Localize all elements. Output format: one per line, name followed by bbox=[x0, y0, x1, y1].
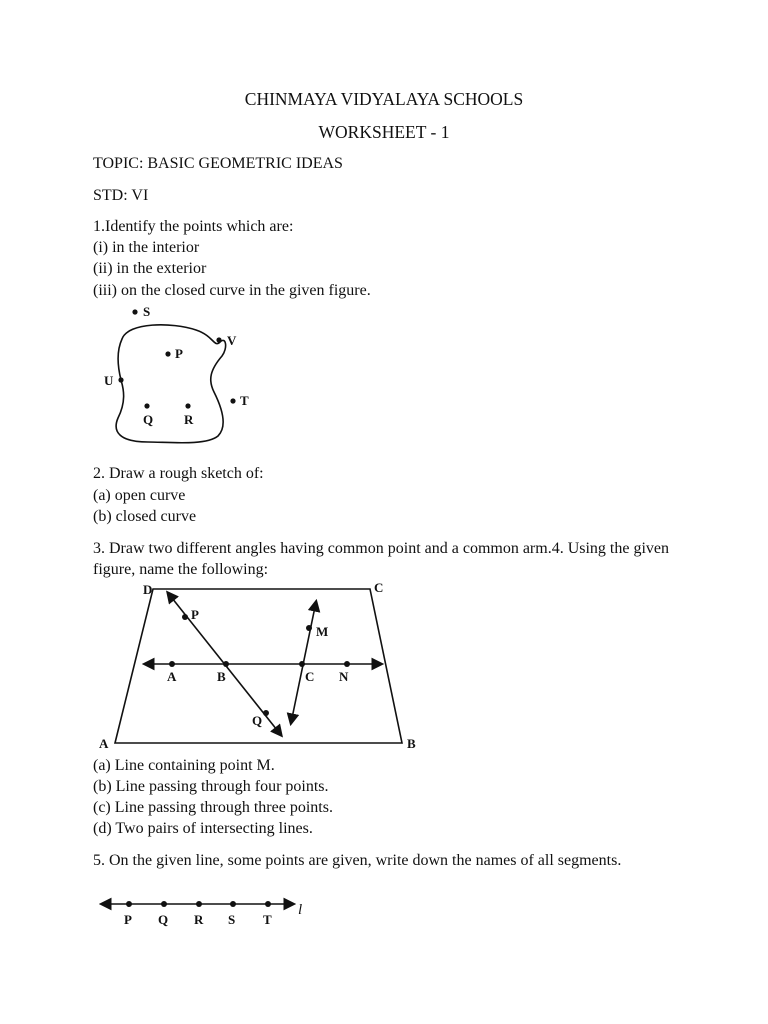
point-p3 bbox=[126, 901, 132, 907]
label-a-corner: A bbox=[99, 736, 109, 751]
label-p2: P bbox=[191, 607, 199, 622]
q2-item-b: (b) closed curve bbox=[93, 508, 197, 525]
q1-prompt: 1.Identify the points which are: bbox=[93, 218, 294, 235]
label-q3: Q bbox=[158, 912, 169, 927]
q4-item-a: (a) Line containing point M. bbox=[93, 757, 275, 774]
q3-text: 3. Draw two different angles having common point and a common arm.4. Using the given figure, name the following: bbox=[93, 540, 670, 578]
q4-item-d: (d) Two pairs of intersecting lines. bbox=[93, 820, 313, 837]
label-u: U bbox=[104, 373, 114, 388]
q5-text: 5. On the given line, some points are given, write down the names of all segments. bbox=[93, 852, 622, 869]
worksheet-title: WORKSHEET - 1 bbox=[318, 122, 450, 142]
label-b-corner: B bbox=[407, 736, 416, 751]
label-s: S bbox=[143, 304, 151, 319]
point-t3 bbox=[265, 901, 271, 907]
label-b2: B bbox=[217, 669, 226, 684]
q1-item-1: (i) in the interior bbox=[93, 239, 200, 256]
label-p3: P bbox=[124, 912, 132, 927]
topic-line: TOPIC: BASIC GEOMETRIC IDEAS bbox=[93, 155, 343, 172]
label-q: Q bbox=[143, 412, 154, 427]
label-n: N bbox=[339, 669, 349, 684]
label-q2: Q bbox=[252, 713, 263, 728]
label-v: V bbox=[227, 333, 237, 348]
label-c2: C bbox=[305, 669, 315, 684]
label-d: D bbox=[143, 582, 153, 597]
q1-item-2: (ii) in the exterior bbox=[93, 260, 207, 277]
label-m: M bbox=[316, 624, 329, 639]
q2-prompt: 2. Draw a rough sketch of: bbox=[93, 465, 264, 482]
label-a2: A bbox=[167, 669, 177, 684]
label-t3: T bbox=[263, 912, 272, 927]
label-s3: S bbox=[228, 912, 236, 927]
label-r: R bbox=[184, 412, 194, 427]
label-t: T bbox=[240, 393, 249, 408]
q2-item-a: (a) open curve bbox=[93, 487, 186, 504]
q4-item-b: (b) Line passing through four points. bbox=[93, 778, 329, 795]
point-q3 bbox=[161, 901, 167, 907]
label-l: l bbox=[298, 902, 303, 918]
q1-item-3: (iii) on the closed curve in the given figure. bbox=[93, 282, 371, 299]
point-r3 bbox=[196, 901, 202, 907]
label-c-top: C bbox=[374, 580, 384, 595]
point-s3 bbox=[230, 901, 236, 907]
school-title: CHINMAYA VIDYALAYA SCHOOLS bbox=[244, 89, 524, 109]
label-r3: R bbox=[194, 912, 204, 927]
q4-item-c: (c) Line passing through three points. bbox=[93, 799, 333, 816]
std-line: STD: VI bbox=[93, 187, 149, 204]
label-p: P bbox=[175, 346, 183, 361]
